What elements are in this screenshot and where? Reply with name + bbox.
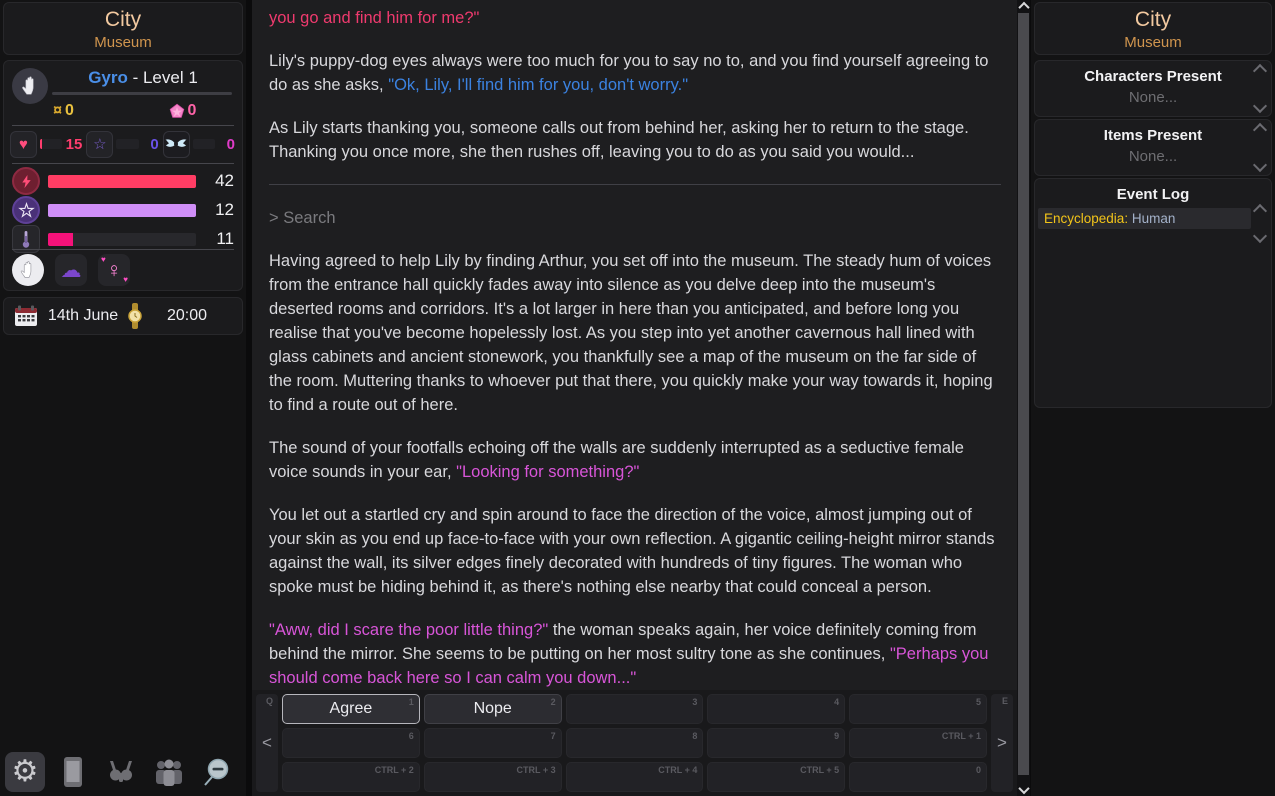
- characters-present-title: Characters Present: [1084, 68, 1222, 85]
- energy-bar-track: [48, 175, 196, 188]
- story-segment-magenta: "Perhaps you should come back here so I can calm you down...": [269, 645, 989, 687]
- watch-icon: [128, 303, 142, 329]
- chevron-up-icon[interactable]: [1253, 204, 1267, 218]
- location-zone: City: [104, 8, 142, 31]
- action-slot-empty: [566, 762, 704, 792]
- time-text: 20:00: [166, 307, 208, 324]
- previous-responses-button[interactable]: [256, 694, 278, 792]
- money-value: 0: [65, 102, 74, 119]
- bottom-dock: [5, 749, 237, 795]
- energy-bar-row: [12, 167, 234, 195]
- phone-button[interactable]: [53, 752, 93, 792]
- money-icon: ¤: [53, 102, 62, 119]
- story-segment-normal: the woman speaks again, her voice definitely coming from behind the mirror. She seems to be putting on her most sultry tone as she continues,: [269, 621, 977, 663]
- scrollbar-thumb[interactable]: [1018, 13, 1029, 775]
- story-content: [252, 0, 1017, 690]
- hand-icon: [19, 75, 41, 97]
- night-cloud-icon[interactable]: ☁: [55, 254, 87, 286]
- energy-value: 42: [215, 171, 234, 190]
- heart-icon[interactable]: ♥: [10, 131, 37, 158]
- calendar-icon: [14, 305, 38, 327]
- bra-icon: [106, 759, 136, 785]
- action-key-hint: 5: [975, 697, 981, 707]
- chevron-down-icon[interactable]: [1253, 229, 1267, 243]
- star-icon[interactable]: ☆: [86, 131, 113, 158]
- action-slot-empty: [424, 762, 562, 792]
- money-counter: [4, 102, 123, 120]
- story-segment-magenta: "Aww, did I scare the poor little thing?": [269, 621, 549, 639]
- items-present-panel: [1034, 119, 1272, 176]
- stat-value: 15: [65, 135, 83, 153]
- stat-star: [86, 131, 159, 158]
- action-key-hint: CTRL + 1: [941, 731, 981, 741]
- stat-heart: [10, 131, 83, 158]
- action-key-hint: 3: [692, 697, 698, 707]
- location-place: Museum: [1124, 34, 1182, 51]
- divider: [12, 163, 234, 164]
- character-name-row: [52, 68, 234, 88]
- main-content-area: [252, 0, 1017, 796]
- story-segment-normal: As Lily starts thanking you, someone calls out from behind her, asking her to return to the stage. Thanking you once more, she then rushes off, leaving you to do as you said you would...: [269, 119, 969, 161]
- action-key-hint: 1: [408, 697, 414, 707]
- action-key-hint: 2: [550, 697, 556, 707]
- action-button-nope[interactable]: [424, 694, 562, 724]
- action-key-hint: 9: [834, 731, 840, 741]
- stat-bar: [116, 139, 138, 149]
- action-slot-empty: [566, 728, 704, 758]
- chevron-up-icon: [1018, 2, 1029, 13]
- action-slot-empty: [424, 728, 562, 758]
- character-level: - Level 1: [127, 68, 198, 87]
- action-slot-empty: [566, 694, 704, 724]
- story-segment-pink: you go and find him for me?": [269, 9, 480, 27]
- character-name: Gyro: [88, 68, 128, 87]
- stat-value: 0: [150, 135, 159, 153]
- stat-wings: [163, 131, 236, 158]
- action-slot-empty: [282, 762, 420, 792]
- story-paragraph: [269, 49, 1001, 97]
- arousal-value: 11: [216, 229, 234, 248]
- right-arrow-icon: >: [997, 733, 1007, 752]
- magnifier-minus-icon: [201, 756, 233, 788]
- location-zone: City: [1134, 8, 1172, 31]
- story-paragraph: [269, 206, 1001, 230]
- chevron-down-icon: [1018, 783, 1029, 794]
- action-key-hint: CTRL + 5: [800, 765, 840, 775]
- story-divider: [269, 184, 1001, 185]
- zoom-out-button[interactable]: [197, 752, 237, 792]
- left-sidebar: [0, 0, 246, 796]
- action-button-agree[interactable]: [282, 694, 420, 724]
- action-slot-empty: [707, 694, 845, 724]
- action-key-hint: Q: [265, 696, 273, 706]
- date-text: 14th June: [47, 307, 119, 324]
- action-slot-empty: [849, 762, 987, 792]
- datetime-panel: [3, 297, 243, 335]
- stats-row: [10, 129, 236, 159]
- event-log-title: Event Log: [1116, 186, 1190, 203]
- femininity-icon[interactable]: ♀ ♥ ♥: [98, 254, 130, 286]
- pentagram-icon[interactable]: [12, 196, 40, 224]
- character-panel: [3, 60, 243, 291]
- left-arrow-icon: <: [262, 733, 272, 752]
- inventory-button[interactable]: [101, 752, 141, 792]
- location-panel-left: [3, 2, 243, 55]
- lightning-icon[interactable]: [12, 167, 40, 195]
- event-log-entry-value: Human: [1131, 211, 1176, 226]
- action-key-hint: CTRL + 4: [658, 765, 698, 775]
- settings-button[interactable]: [5, 752, 45, 792]
- location-place: Museum: [94, 34, 152, 51]
- arousal-bar-track: [48, 233, 196, 246]
- action-slot-empty: [849, 728, 987, 758]
- stat-bar: [40, 139, 62, 149]
- event-log-panel: [1034, 178, 1272, 408]
- story-paragraph: [269, 116, 1001, 164]
- story-paragraph: [269, 6, 1001, 30]
- characters-present-panel: [1034, 60, 1272, 117]
- story-paragraph: [269, 503, 1001, 599]
- wings-icon[interactable]: [163, 131, 190, 158]
- event-log-entry-separator: :: [1124, 211, 1132, 226]
- scroll-up-button[interactable]: [1017, 0, 1030, 12]
- event-log-entry-label: Encyclopedia: [1044, 211, 1125, 226]
- story-segment-normal: You let out a startled cry and spin around to face the direction of the voice, almost jumping out of your skin as you end up face-to-face with your own reflection. A gigantic ceiling-height mirror stands against the wall, its silver edges finely decorated with hundreds of tiny figures. The woman who spoke must be hiding behind it, as there's nothing else nearby that could conceal a person.: [269, 506, 995, 596]
- main-scrollbar[interactable]: [1017, 0, 1030, 796]
- actions-bar: [252, 690, 1017, 796]
- scroll-down-button[interactable]: [1017, 784, 1030, 796]
- stat-bar: [193, 139, 215, 149]
- action-key-hint: 7: [550, 731, 556, 741]
- items-present-title: Items Present: [1103, 127, 1203, 144]
- action-label: Nope: [473, 700, 512, 717]
- experience-bar: [52, 92, 232, 95]
- action-label: Agree: [329, 700, 373, 717]
- action-grid: [282, 694, 987, 792]
- story-segment-normal: The sound of your footfalls echoing off the walls are suddenly interrupted as a seductive female voice sounds in your ear,: [269, 439, 964, 481]
- story-segment-magenta: "Looking for something?": [456, 463, 640, 481]
- story-paragraph: [269, 618, 1001, 690]
- story-segment-blue: "Ok, Lily, I'll find him for you, don't worry.": [388, 76, 689, 94]
- resource-bars: [12, 167, 234, 254]
- items-present-empty: None...: [1128, 148, 1178, 165]
- people-icon: [153, 757, 185, 787]
- action-key-hint: 8: [692, 731, 698, 741]
- action-key-hint: CTRL + 3: [516, 765, 556, 775]
- action-slot-empty: [707, 762, 845, 792]
- event-log-entry[interactable]: [1038, 208, 1251, 229]
- story-segment-normal: Having agreed to help Lily by finding Arthur, you set off into the museum. The steady hum of voices from the entrance hall quickly fades away into silence as you delve deep into the museum's deserted rooms and corridors. It's a lot larger in here than you anticipated, and before long you realise that you've become hopelessly lost. As you step into yet another cavernous hall lined with glass cabinets and ancient stonework, you thankfully see a map of the museum on the far side of the room. Muttering thanks to whoever put that there, you quickly make your way towards it, hoping to find a route out of here.: [269, 252, 993, 414]
- location-panel-right: [1034, 2, 1272, 55]
- aura-value: 12: [215, 200, 234, 219]
- action-key-hint: E: [1001, 696, 1008, 706]
- aura-bar-row: [12, 196, 234, 224]
- action-slot-empty: [849, 694, 987, 724]
- essence-value: 0: [187, 102, 197, 119]
- status-effects-row: [12, 254, 130, 286]
- story-paragraph: [269, 436, 1001, 484]
- action-key-hint: 4: [834, 697, 840, 707]
- right-sidebar: [1031, 0, 1275, 796]
- currency-row: [4, 99, 242, 123]
- gear-icon: ⚙: [11, 755, 39, 788]
- action-key-hint: 0: [975, 765, 981, 775]
- action-slot-empty: [282, 728, 420, 758]
- characters-button[interactable]: [149, 752, 189, 792]
- story-paragraph: [269, 249, 1001, 417]
- aura-bar-track: [48, 204, 196, 217]
- hand-icon[interactable]: [12, 254, 44, 286]
- next-responses-button[interactable]: [991, 694, 1013, 792]
- story-segment-past: > Search: [269, 209, 336, 227]
- action-slot-empty: [707, 728, 845, 758]
- essence-pentagon-icon: [169, 103, 185, 119]
- action-key-hint: 6: [408, 731, 414, 741]
- stat-value: 0: [226, 135, 235, 153]
- essence-counter: [123, 102, 242, 120]
- characters-present-empty: None...: [1128, 89, 1178, 106]
- phone-icon: [63, 756, 83, 788]
- divider: [12, 249, 234, 250]
- story-segment-normal: Lily's puppy-dog eyes always were too much for you to say no to, and you find yourself agreeing to do as she asks,: [269, 52, 989, 94]
- divider: [12, 125, 234, 126]
- action-key-hint: CTRL + 2: [374, 765, 414, 775]
